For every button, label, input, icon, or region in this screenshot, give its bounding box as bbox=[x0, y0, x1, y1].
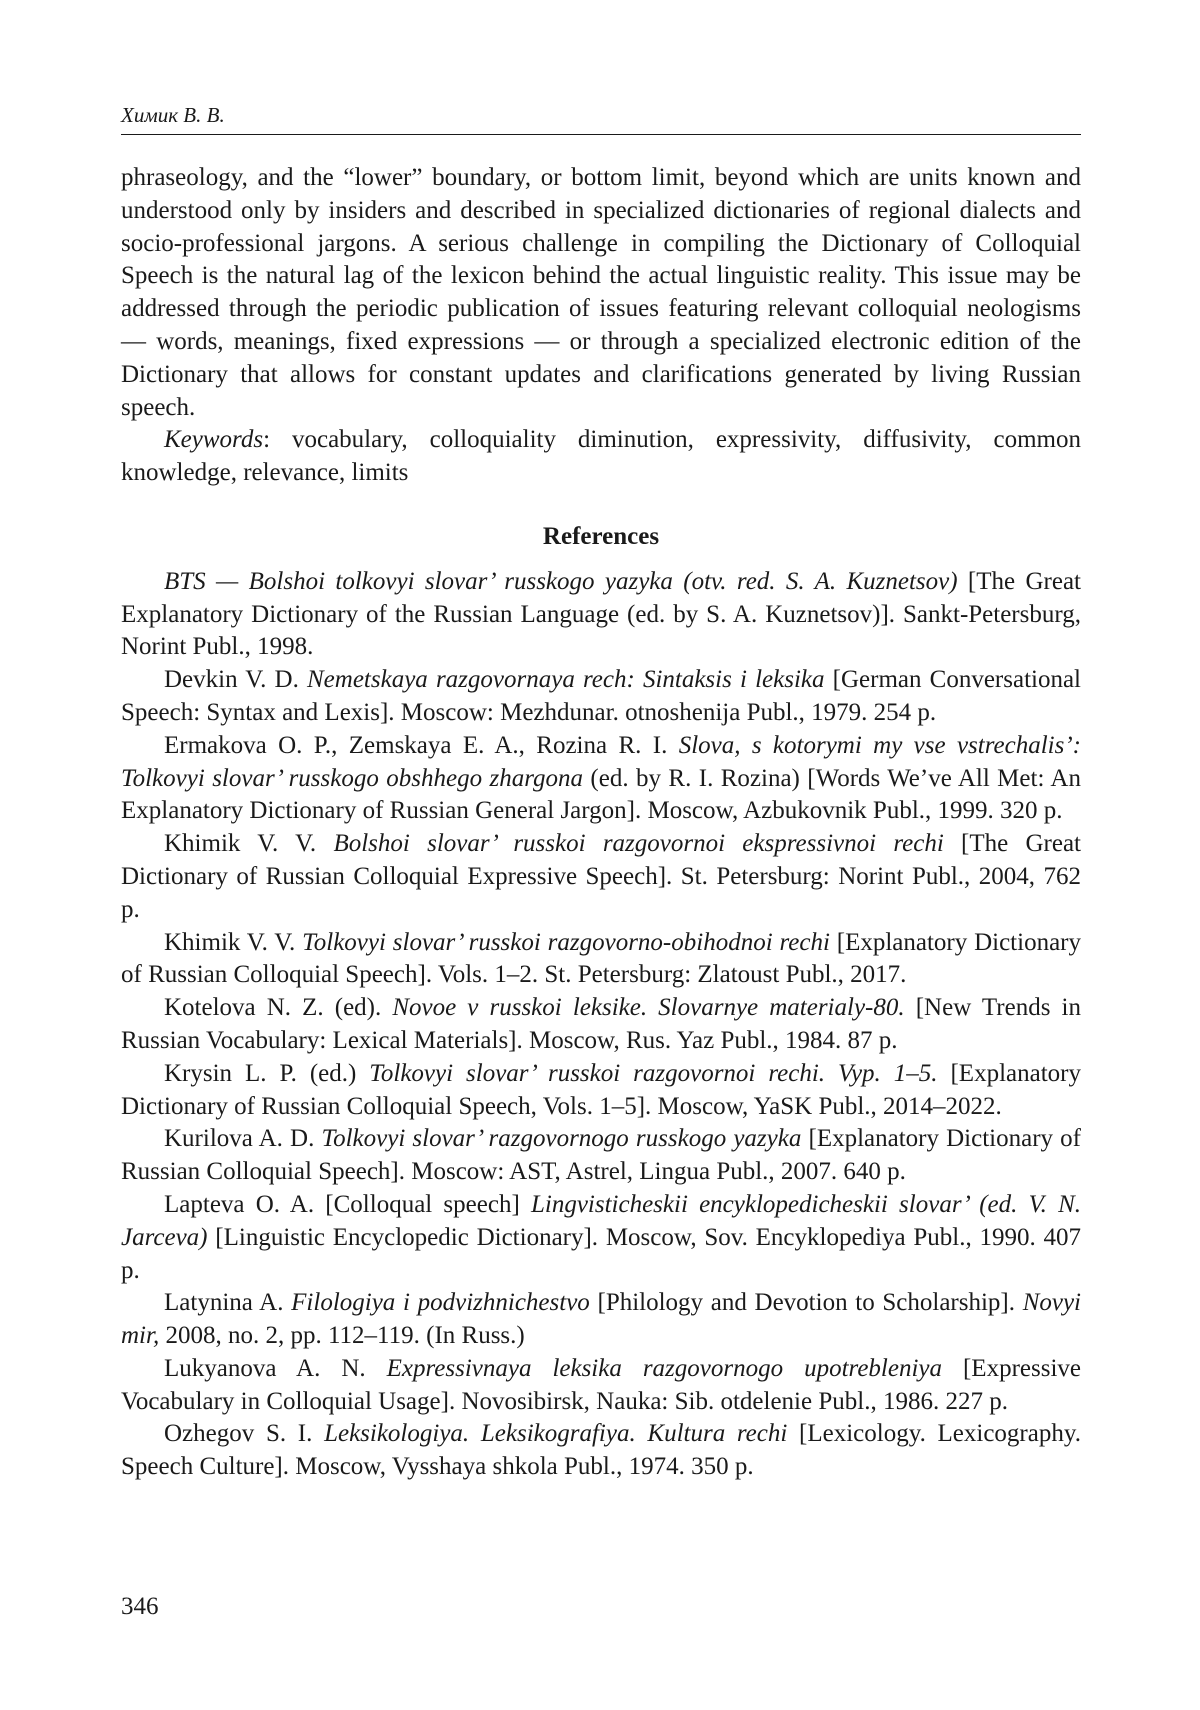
reference-list bbox=[121, 566, 1081, 1484]
ref-authors: Krysin L. P. (ed.) bbox=[164, 1059, 370, 1087]
ref-title: Tolkovyi slovar’ russkoi razgovorno-obihodnoi rechi bbox=[302, 928, 830, 956]
ref-title: Tolkovyi slovar’ razgovornogo russkogo yazyka bbox=[321, 1125, 802, 1153]
ref-authors: Kurilova A. D. bbox=[164, 1125, 322, 1153]
ref-details: [Explanatory Dictionary of Russian Colloquial Speech]. Moscow: AST, Astrel, Lingua Publ., 2007. 640 p. bbox=[121, 1125, 1081, 1186]
ref-title: Lingvisticheskii encyklopedicheskii slovar’ (ed. V. N. Jarceva) bbox=[121, 1190, 1081, 1251]
reference-item bbox=[121, 992, 1081, 1058]
ref-title: Expressivnaya leksika razgovornogo upotrebleniya bbox=[386, 1354, 942, 1382]
reference-item bbox=[121, 566, 1081, 664]
ref-authors: Lapteva O. A. [Colloqual speech] bbox=[164, 1190, 531, 1218]
reference-item bbox=[121, 1353, 1081, 1419]
ref-authors: Lukyanova A. N. bbox=[164, 1354, 387, 1382]
ref-authors: Devkin V. D. bbox=[164, 666, 307, 694]
ref-title: Nemetskaya razgovornaya rech: Sintaksis i leksika bbox=[307, 666, 825, 694]
ref-details: [Explanatory Dictionary of Russian Colloquial Speech]. Vols. 1–2. St. Petersburg: Zlatoust Publ., 2017. bbox=[121, 928, 1081, 989]
ref-authors: Ermakova O. P., Zemskaya E. A., Rozina R. I. bbox=[164, 731, 679, 759]
article-body bbox=[121, 162, 1081, 1484]
page-number: 346 bbox=[121, 1593, 159, 1620]
reference-item bbox=[121, 664, 1081, 730]
keywords-text: : vocabulary, colloquiality diminution, expressivity, diffusivity, common knowledge, relevance, limits bbox=[121, 426, 1081, 487]
reference-item bbox=[121, 1058, 1081, 1124]
page bbox=[121, 0, 1081, 1710]
ref-authors: Ozhegov S. I. bbox=[164, 1420, 325, 1448]
ref-journal: Novyi mir, bbox=[121, 1289, 1082, 1350]
reference-item bbox=[121, 1418, 1081, 1484]
ref-details: [New Trends in Russian Vocabulary: Lexical Materials]. Moscow, Rus. Yaz Publ., 1984. 87 p. bbox=[121, 994, 1081, 1054]
abstract-paragraph: phraseology, and the “lower” boundary, or bottom limit, beyond which are units known and understood only by insiders and described in specialized dictionaries of regional dialects and socio-professional jargons. A serious challenge in compiling the Dictionary of Colloquial Speech is the natural lag of the lexicon behind the actual linguistic reality. This issue may be addressed through the periodic publication of issues featuring relevant colloquial neologisms — words, meanings, fixed expressions — or through a specialized electronic edition of the Dictionary that allows for constant updates and clarifications generated by living Russian speech. bbox=[121, 164, 1081, 421]
ref-details: [German Conversational Speech: Syntax and Lexis]. Moscow: Mezhdunar. otnoshenija Publ., 1979. 254 p. bbox=[121, 666, 1082, 726]
ref-details: [The Great Explanatory Dictionary of the Russian Language (ed. by S. A. Kuznetsov)]. Sankt-Petersburg, Norint Publ., 1998. bbox=[121, 567, 1082, 661]
ref-title: Novoe v russkoi leksike. Slovarnye materialy-80. bbox=[392, 994, 905, 1022]
reference-item bbox=[121, 1123, 1081, 1189]
ref-authors: Kotelova N. Z. (ed). bbox=[164, 994, 393, 1022]
reference-item bbox=[121, 730, 1081, 828]
ref-details: (ed. by R. I. Rozina) [Words We’ve All Met: An Explanatory Dictionary of Russian General Jargon]. Moscow, Azbukovnik Publ., 1999. 320 p. bbox=[121, 764, 1081, 825]
ref-authors: Khimik V. V. bbox=[164, 928, 303, 956]
ref-title: Filologiya i podvizhnichestvo bbox=[291, 1289, 590, 1317]
reference-item bbox=[121, 1287, 1081, 1353]
reference-item bbox=[121, 828, 1081, 926]
ref-details: [Linguistic Encyclopedic Dictionary]. Moscow, Sov. Encyklopediya Publ., 1990. 407 p. bbox=[121, 1223, 1081, 1284]
ref-title: Leksikologiya. Leksikografiya. Kultura rechi bbox=[324, 1420, 788, 1448]
ref-title: Bolshoi slovar’ russkoi razgovornoi ekspressivnoi rechi bbox=[333, 830, 944, 858]
keywords-paragraph bbox=[121, 424, 1081, 490]
ref-title: Tolkovyi slovar’ russkoi razgovornoi rechi. Vyp. 1–5. bbox=[369, 1059, 938, 1087]
references-title: References bbox=[542, 522, 660, 550]
running-head: Химик В. В. bbox=[121, 103, 225, 127]
ref-details: 2008, no. 2, pp. 112–119. (In Russ.) bbox=[159, 1322, 525, 1350]
ref-details: [Expressive Vocabulary in Colloquial Usage]. Novosibirsk, Nauka: Sib. otdelenie Publ., 1986. 227 p. bbox=[121, 1354, 1081, 1415]
ref-authors: Khimik V. V. bbox=[164, 830, 334, 858]
reference-item bbox=[121, 927, 1081, 993]
ref-details: [Philology and Devotion to Scholarship]. bbox=[589, 1289, 1023, 1317]
ref-details: [Lexicology. Lexicography. Speech Culture]. Moscow, Vysshaya shkola Publ., 1974. 350 p. bbox=[121, 1420, 1081, 1481]
ref-details: [The Great Dictionary of Russian Colloquial Expressive Speech]. St. Petersburg: Norint Publ., 2004, 762 p. bbox=[121, 830, 1081, 923]
keywords-label: Keywords bbox=[164, 426, 264, 454]
header-rule bbox=[121, 134, 1081, 135]
ref-details: [Explanatory Dictionary of Russian Colloquial Speech, Vols. 1–5]. Moscow, YaSK Publ., 2014–2022. bbox=[121, 1059, 1081, 1120]
ref-authors: Latynina A. bbox=[164, 1289, 292, 1317]
ref-title: Slova, s kotorymi my vse vstrechalis’: Tolkovyi slovar’ russkogo obshhego zhargona bbox=[121, 731, 1081, 792]
ref-title: BTS — Bolshoi tolkovyi slovar’ russkogo yazyka (otv. red. S. A. Kuznetsov) bbox=[164, 567, 958, 595]
reference-item bbox=[121, 1189, 1081, 1287]
